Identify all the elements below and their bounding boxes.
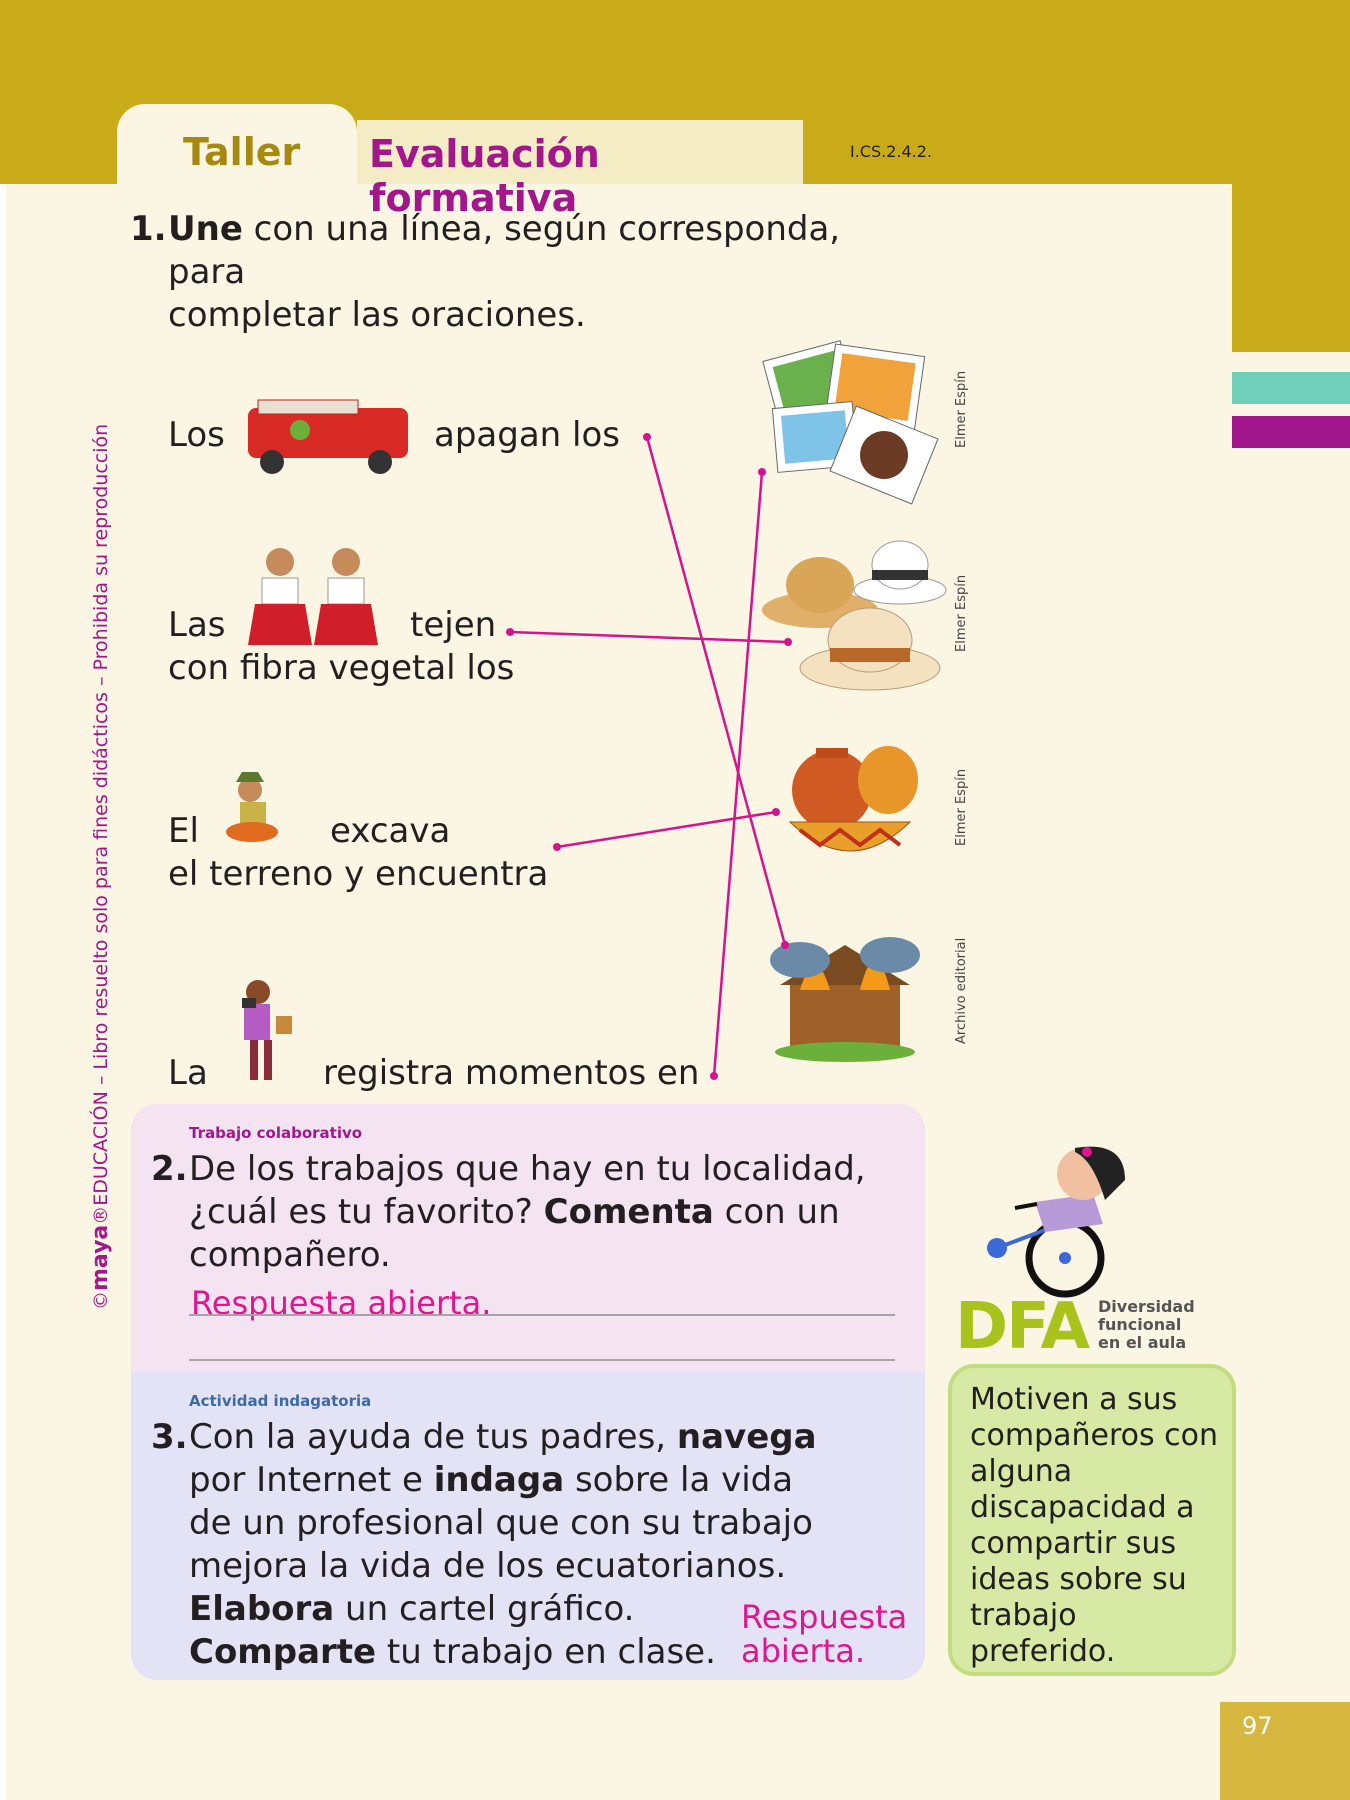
answer-2: Respuesta abierta. [191, 1284, 492, 1322]
sentence-3-start: El [168, 811, 199, 851]
sentence-3-end: el terreno y encuentra [168, 854, 549, 894]
answer-line-1 [189, 1314, 895, 1316]
tab-taller: Taller [117, 104, 357, 184]
label-trabajo-colaborativo: Trabajo colaborativo [189, 1124, 363, 1142]
hats-icon [762, 541, 946, 690]
sentence-2-mid: tejen [410, 605, 497, 645]
dfa-logo: DFA [955, 1290, 1089, 1364]
burning-house-icon [770, 937, 920, 1062]
answer-3: Respuesta abierta. [741, 1598, 908, 1670]
question-3-box [131, 1372, 925, 1680]
sentence-1-start: Los [168, 415, 225, 455]
question-3: 3. Con la ayuda de tus padres, navega por Internet e indaga sobre la vida de un profesional que con su trabajo mejora la vida de los ecuatorianos. Elabora un cartel gráfico. Comparte tu trabajo en clase. [151, 1417, 817, 1672]
archaeologist-icon [226, 772, 278, 842]
dfa-subtitle: Diversidad funcional en el aula [1098, 1297, 1195, 1352]
wheelchair-child-icon [975, 1140, 1145, 1300]
matching-lines [510, 437, 788, 1076]
sentence-4-start: La [168, 1053, 208, 1093]
curriculum-code: I.CS.2.4.2. [850, 142, 933, 161]
side-copyright: ©maya®EDUCACIÓN – Libro resuelto solo para fines didácticos – Prohibida su reproducción [88, 423, 113, 1310]
label-actividad-indagatoria: Actividad indagatoria [189, 1392, 372, 1410]
fire-truck-icon [248, 400, 408, 474]
question-2: 2. De los trabajos que hay en tu localidad, ¿cuál es tu favorito? Comenta con un compañero. [151, 1149, 866, 1275]
credit-1: Elmer Espín [954, 370, 969, 448]
page-number-box [1220, 1702, 1350, 1800]
credit-3: Elmer Espín [954, 768, 969, 846]
answer-line-2 [189, 1359, 895, 1361]
page-number: 97 [1242, 1712, 1273, 1740]
sentence-3-mid: excava [330, 811, 451, 851]
sentence-4-end: registra momentos en [323, 1053, 700, 1093]
pottery-icon [790, 746, 918, 851]
sentence-2-end: con fibra vegetal los [168, 648, 515, 688]
matching-dots [506, 433, 792, 1080]
credit-4: Archivo editorial [954, 937, 969, 1044]
weavers-icon [248, 548, 378, 645]
dfa-text: Motiven a sus compañeros con alguna discapacidad a compartir sus ideas sobre su trabajo preferido. [970, 1382, 1219, 1669]
dfa-box [948, 1364, 1236, 1676]
tab-evaluacion-formativa: Evaluación formativa [357, 120, 803, 184]
sentence-1-end: apagan los [434, 415, 620, 455]
sentence-2-start: Las [168, 605, 226, 645]
question-2-box [131, 1104, 925, 1372]
question-1: 1. Une con una línea, según corresponda, para completar las oraciones. [130, 209, 841, 335]
credit-2: Elmer Espín [954, 574, 969, 652]
question-number: 1. [130, 209, 167, 249]
photographs-icon [763, 341, 938, 504]
photographer-icon [242, 980, 292, 1080]
